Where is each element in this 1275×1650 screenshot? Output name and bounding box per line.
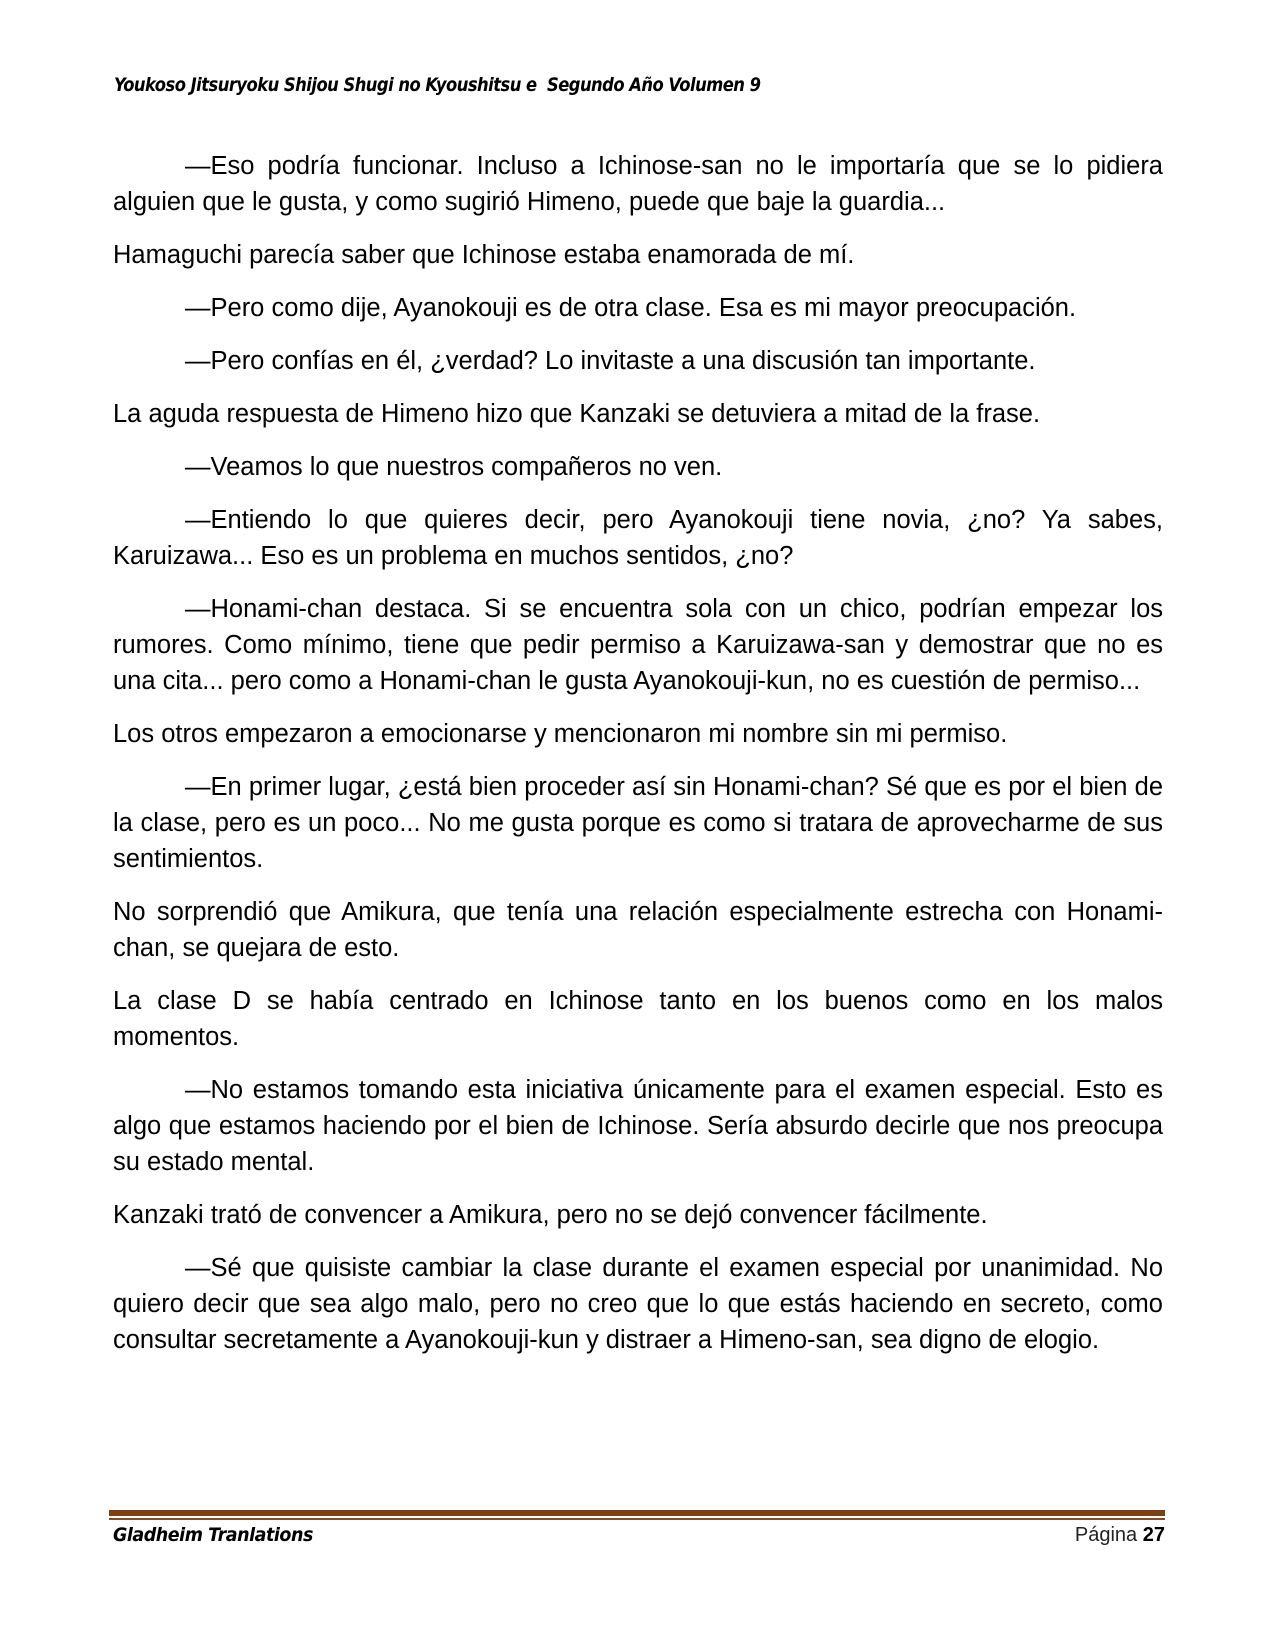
paragraph: Hamaguchi parecía saber que Ichinose estaba enamorada de mí.	[113, 241, 855, 269]
body-text	[113, 148, 1163, 1375]
paragraph: —En primer lugar, ¿está bien proceder así sin Honami-chan? Sé que es por el bien de la clase, pero es un poco... No me gusta porque es como si tratara de aprovecharme de sus sentimientos.	[113, 773, 1163, 873]
paragraph: No sorprendió que Amikura, que tenía una relación especialmente estrecha con Honami-chan, se quejara de esto.	[113, 898, 1163, 962]
paragraph: —No estamos tomando esta iniciativa únicamente para el examen especial. Esto es algo que estamos haciendo por el bien de Ichinose. Sería absurdo decirle que nos preocupa su estado mental.	[113, 1076, 1163, 1176]
paragraph: La clase D se había centrado en Ichinose tanto en los buenos como en los malos momentos.	[113, 987, 1163, 1051]
page-number-label	[1075, 1524, 1165, 1547]
footer-divider	[109, 1510, 1165, 1516]
paragraph: —Veamos lo que nuestros compañeros no ven.	[185, 453, 723, 481]
paragraph: —Pero confías en él, ¿verdad? Lo invitaste a una discusión tan importante.	[185, 347, 1036, 375]
footer-publisher: Gladheim Tranlations	[113, 1524, 313, 1546]
paragraph: —Sé que quisiste cambiar la clase durante el examen especial por unanimidad. No quiero decir que sea algo malo, pero no creo que lo que estás haciendo en secreto, como consultar secretamente a Ayanokouji-kun y distraer a Himeno-san, sea digno de elogio.	[113, 1254, 1163, 1354]
paragraph: Los otros empezaron a emocionarse y mencionaron mi nombre sin mi permiso.	[113, 720, 1008, 748]
footer-divider-thin	[109, 1518, 1165, 1520]
paragraph: —Eso podría funcionar. Incluso a Ichinose-san no le importaría que se lo pidiera alguien que le gusta, y como sugirió Himeno, puede que baje la guardia...	[113, 152, 1163, 216]
paragraph: —Honami-chan destaca. Si se encuentra sola con un chico, podrían empezar los rumores. Como mínimo, tiene que pedir permiso a Karuizawa-san y demostrar que no es una cita... pero como a Honami-chan le gusta Ayanokouji-kun, no es cuestión de permiso...	[113, 595, 1163, 695]
page-label: Página	[1074, 1524, 1138, 1546]
paragraph: —Pero como dije, Ayanokouji es de otra clase. Esa es mi mayor preocupación.	[185, 294, 1077, 322]
running-header-title: Youkoso Jitsuryoku Shijou Shugi no Kyoushitsu e Segundo Año Volumen 9	[114, 74, 761, 96]
paragraph: Kanzaki trató de convencer a Amikura, pero no se dejó convencer fácilmente.	[113, 1201, 988, 1229]
paragraph: La aguda respuesta de Himeno hizo que Kanzaki se detuviera a mitad de la frase.	[113, 400, 1041, 428]
paragraph: —Entiendo lo que quieres decir, pero Ayanokouji tiene novia, ¿no? Ya sabes, Karuizawa... Eso es un problema en muchos sentidos, ¿no?	[113, 506, 1163, 570]
page-number: 27	[1142, 1524, 1165, 1546]
